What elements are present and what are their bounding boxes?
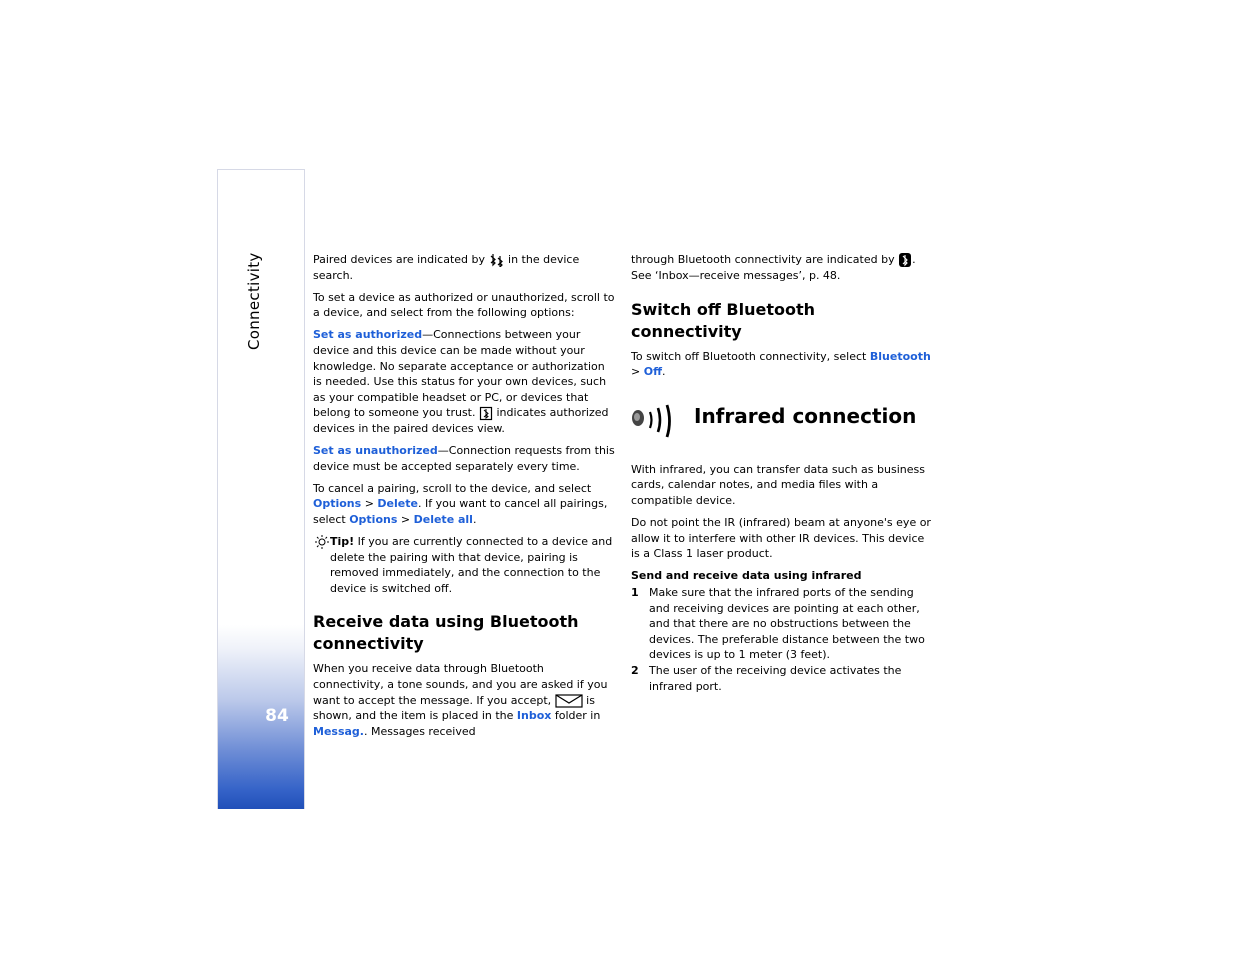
paired-bluetooth-icon <box>489 253 505 267</box>
cancel-pairing-paragraph: To cancel a pairing, scroll to the device, and select Options > Delete. If you want to cancel all pairings, select Options > Delete all. <box>313 481 608 526</box>
off-option[interactable]: Off <box>643 365 662 379</box>
authorized-device-icon <box>479 406 493 421</box>
messaging-link[interactable]: Messag. <box>313 724 364 738</box>
right-column <box>631 252 931 694</box>
options-menu-2[interactable]: Options <box>349 512 398 526</box>
section-label: Connectivity <box>245 252 263 350</box>
continuation-paragraph: through Bluetooth connectivity are indicated by . See ‘Inbox—receive messages’, p. 48. <box>631 253 916 282</box>
infrared-icon <box>631 404 677 438</box>
infrared-heading: Infrared connection <box>694 403 917 428</box>
receive-heading: Receive data using Bluetooth connectivity <box>313 612 579 654</box>
set-unauthorized-option[interactable]: Set as unauthorized <box>313 444 438 458</box>
paired-devices-paragraph: Paired devices are indicated by in the device search. <box>313 253 580 282</box>
bluetooth-message-icon <box>898 252 912 268</box>
step-number: 1 <box>631 585 639 599</box>
receive-paragraph: When you receive data through Bluetooth connectivity, a tone sounds, and you are asked if you want to accept the message. If you accept, is shown, and the item is placed in the Inbox folder in Messag.. Messages received <box>313 662 608 738</box>
infrared-header <box>631 400 931 440</box>
step-number: 2 <box>631 663 639 677</box>
options-menu[interactable]: Options <box>313 497 362 511</box>
tip-label: Tip! <box>330 535 355 548</box>
set-authorized-paragraph: Set as authorized—Connections between your device and this device can be made without your knowledge. No separate acceptance or authorization is needed. Use this status for your own devices, such as your compatible headset or PC, or devices that belong to someone you trust. indicates authorized devices in the paired devices view. <box>313 328 609 435</box>
steps-list <box>631 585 931 694</box>
set-authorized-option[interactable]: Set as authorized <box>313 328 423 342</box>
delete-option[interactable]: Delete <box>377 497 418 511</box>
infrared-warning-paragraph: Do not point the IR (infrared) beam at anyone's eye or allow it to interfere with other IR devices. This device is a Class 1 laser product. <box>631 516 931 561</box>
bluetooth-option[interactable]: Bluetooth <box>869 349 931 363</box>
infrared-intro-paragraph: With infrared, you can transfer data such as business cards, calendar notes, and media files with a compatible device. <box>631 462 925 507</box>
step-text: The user of the receiving device activates the infrared port. <box>649 663 902 693</box>
send-receive-heading: Send and receive data using infrared <box>631 569 862 583</box>
lightbulb-icon <box>313 534 329 550</box>
left-column <box>313 252 615 746</box>
page-number: 84 <box>265 706 289 726</box>
inbox-link[interactable]: Inbox <box>516 709 552 723</box>
list-item <box>631 585 931 663</box>
set-unauthorized-paragraph: Set as unauthorized—Connection requests from this device must be accepted separately every time. <box>313 444 615 473</box>
switch-off-heading: Switch off Bluetooth connectivity <box>631 299 815 341</box>
tip-box: Tip! If you are currently connected to a device and delete the pairing with that device, pairing is removed immediately, and the connection to the device is switched off. <box>313 534 615 596</box>
delete-all-option[interactable]: Delete all <box>413 512 473 526</box>
switch-off-paragraph: To switch off Bluetooth connectivity, select Bluetooth > Off. <box>631 349 931 379</box>
list-item <box>631 663 931 694</box>
authorization-paragraph: To set a device as authorized or unauthorized, scroll to a device, and select from the following options: <box>313 290 615 320</box>
envelope-icon <box>555 694 583 708</box>
step-text: Make sure that the infrared ports of the sending and receiving devices are pointing at each other, and that there are no obstructions between the devices. The preferable distance between the two devices is up to 1 meter (3 feet). <box>649 585 925 662</box>
